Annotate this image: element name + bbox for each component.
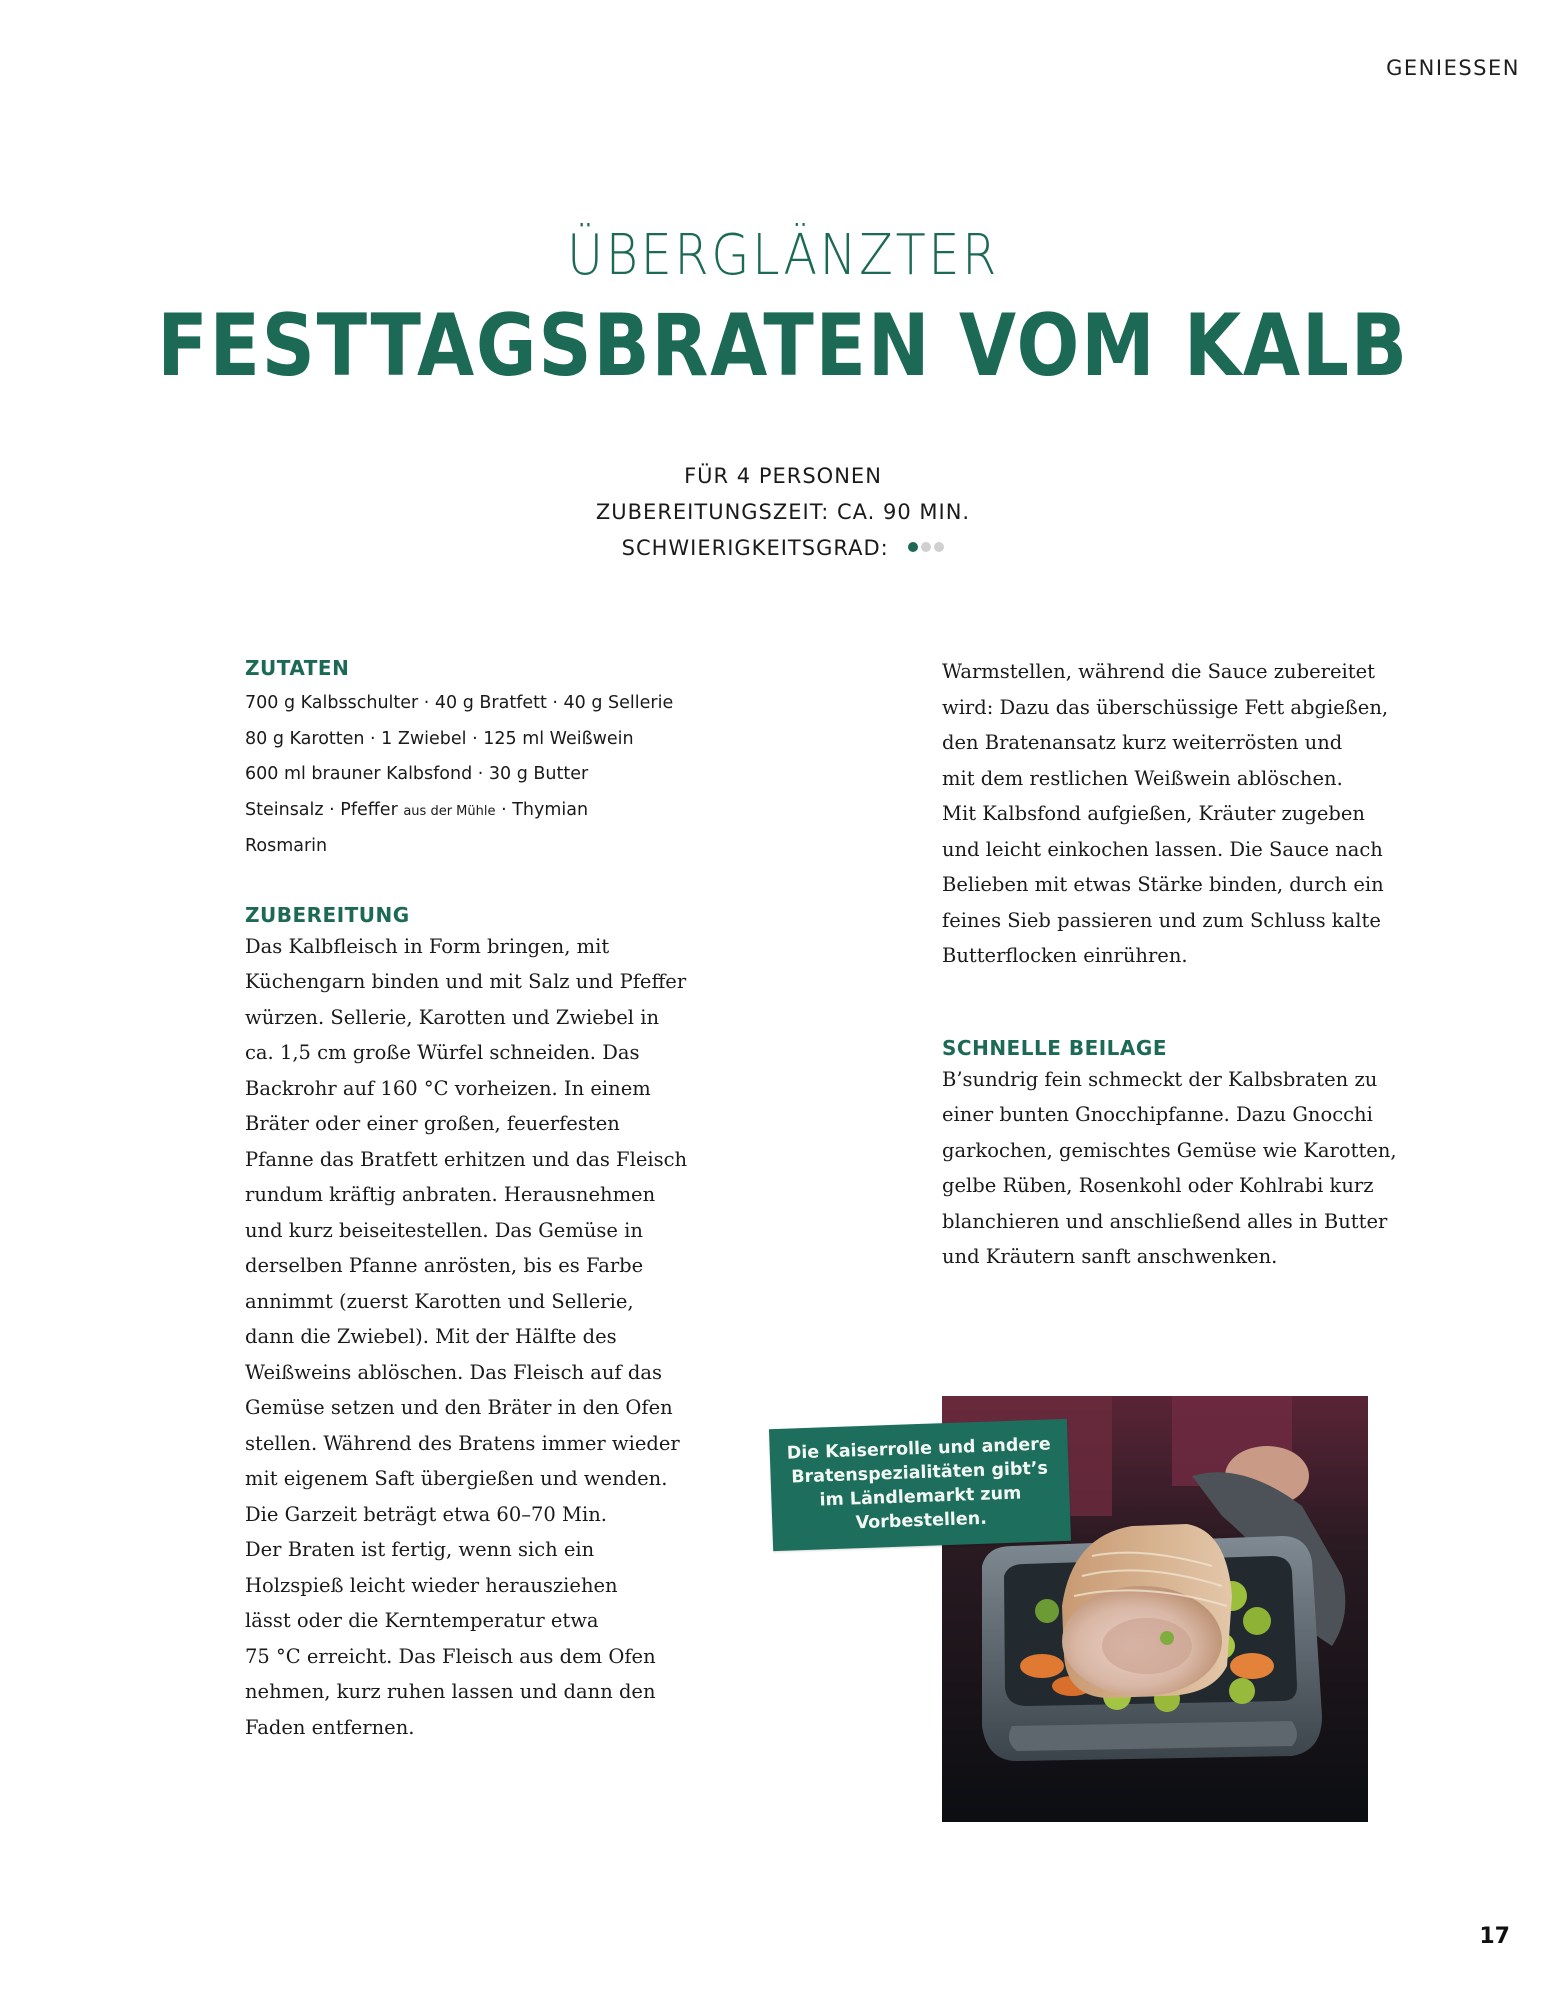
preorder-callout bbox=[769, 1419, 1071, 1551]
preparation-line: Mit Kalbsfond aufgießen, Kräuter zugeben bbox=[942, 802, 1365, 825]
preparation-line: Weißweins ablöschen. Das Fleisch auf das bbox=[245, 1360, 662, 1384]
difficulty-rating bbox=[908, 542, 944, 552]
prep-time: ZUBEREITUNGSZEIT: CA. 90 MIN. bbox=[595, 500, 971, 524]
callout-line: Vorbestellen. bbox=[855, 1508, 988, 1534]
preparation-line: Die Garzeit beträgt etwa 60–70 Min. bbox=[245, 1502, 607, 1526]
preparation-continued bbox=[942, 654, 1389, 974]
side-dish-line: und Kräutern sanft anschwenken. bbox=[942, 1245, 1278, 1268]
preparation-line: Faden entfernen. bbox=[245, 1715, 415, 1739]
preparation-line: mit dem restlichen Weißwein ablöschen. bbox=[942, 766, 1343, 790]
preparation-line: Der Braten ist fertig, wenn sich ein bbox=[245, 1538, 595, 1561]
preparation-line: stellen. Während des Bratens immer wieder bbox=[245, 1431, 680, 1455]
preparation-line: Warmstellen, während die Sauce zubereitet bbox=[942, 660, 1375, 683]
left-column bbox=[245, 654, 688, 1745]
ingredient-line bbox=[245, 793, 685, 830]
preparation-line: Gemüse setzen und den Bräter in den Ofen bbox=[245, 1396, 673, 1419]
side-dish-line: B’sundrig fein schmeckt der Kalbsbraten zu bbox=[942, 1067, 1378, 1091]
preparation-line: Belieben mit etwas Stärke binden, durch ein bbox=[942, 873, 1384, 896]
callout-line: Bratenspezialitäten gibt’s bbox=[790, 1458, 1049, 1488]
preparation-heading: ZUBEREITUNG bbox=[245, 902, 410, 927]
difficulty-dot-empty-icon bbox=[934, 542, 944, 552]
side-dish-line: garkochen, gemischtes Gemüse wie Karotten, bbox=[942, 1138, 1397, 1162]
callout-line: Die Kaiserrolle und andere bbox=[786, 1434, 1052, 1464]
preparation-line: rundum kräftig anbraten. Herausnehmen bbox=[245, 1183, 656, 1206]
ingredient-line: 700 g Kalbsschulter · 40 g Bratfett · 40 g Sellerie bbox=[245, 693, 674, 713]
ingredients-heading: ZUTATEN bbox=[245, 656, 350, 680]
preparation-line: Bräter oder einer großen, feuerfesten bbox=[245, 1112, 620, 1135]
preparation-line: und leicht einkochen lassen. Die Sauce nach bbox=[942, 837, 1383, 861]
preparation-line: lässt oder die Kerntemperatur etwa bbox=[245, 1609, 599, 1632]
page-number: 17 bbox=[1479, 1924, 1510, 1949]
preparation-line: wird: Dazu das überschüssige Fett abgießen, bbox=[942, 695, 1389, 719]
preparation-line: Küchengarn binden und mit Salz und Pfeffer bbox=[245, 970, 687, 993]
ingredient-text: Steinsalz · Pfeffer bbox=[245, 799, 404, 820]
ingredients-list bbox=[245, 686, 685, 865]
ingredient-line: 80 g Karotten · 1 Zwiebel · 125 ml Weißwein bbox=[245, 728, 634, 749]
ingredient-line: 600 ml brauner Kalbsfond · 30 g Butter bbox=[245, 764, 589, 784]
preparation-line: derselben Pfanne anrösten, bis es Farbe bbox=[245, 1254, 644, 1277]
preparation-line: und kurz beiseitestellen. Das Gemüse in bbox=[245, 1218, 643, 1242]
preparation-line: Das Kalbfleisch in Form bringen, mit bbox=[245, 934, 610, 958]
ingredient-note: aus der Mühle bbox=[403, 803, 496, 819]
side-dish-heading: SCHNELLE BEILAGE bbox=[942, 1035, 1167, 1060]
difficulty bbox=[0, 530, 1566, 566]
preparation-line: 75 °C erreicht. Das Fleisch aus dem Ofen bbox=[245, 1644, 656, 1668]
ingredient-line: Rosmarin bbox=[245, 836, 328, 856]
preparation-line: annimmt (zuerst Karotten und Sellerie, bbox=[245, 1289, 634, 1313]
callout-line: im Ländlemarkt zum bbox=[819, 1483, 1022, 1511]
preparation-line: dann die Zwiebel). Mit der Hälfte des bbox=[245, 1325, 617, 1348]
difficulty-dot-empty-icon bbox=[921, 542, 931, 552]
section-label: GENIESSEN bbox=[1386, 56, 1520, 80]
difficulty-label: SCHWIERIGKEITSGRAD: bbox=[621, 536, 889, 560]
servings: FÜR 4 PERSONEN bbox=[684, 464, 882, 488]
side-dish-line: blanchieren und anschließend alles in Butter bbox=[942, 1209, 1388, 1233]
side-dish-text bbox=[942, 1062, 1397, 1275]
side-dish-line: einer bunten Gnocchipfanne. Dazu Gnocchi bbox=[942, 1103, 1373, 1126]
right-column bbox=[942, 654, 1397, 1275]
preparation-line: Butterflocken einrühren. bbox=[942, 944, 1188, 967]
side-dish-line: gelbe Rüben, Rosenkohl oder Kohlrabi kurz bbox=[942, 1174, 1374, 1197]
preparation-line: mit eigenem Saft übergießen und wenden. bbox=[245, 1467, 668, 1490]
ingredient-text: · Thymian bbox=[495, 799, 589, 820]
recipe-subtitle: ÜBERGLÄNZTER bbox=[567, 223, 999, 288]
preparation-line: ca. 1,5 cm große Würfel schneiden. Das bbox=[245, 1041, 640, 1064]
preparation-line: Backrohr auf 160 °C vorheizen. In einem bbox=[245, 1076, 651, 1100]
preparation-line: würzen. Sellerie, Karotten und Zwiebel in bbox=[245, 1005, 660, 1029]
preparation-line: feines Sieb passieren und zum Schluss kalte bbox=[942, 908, 1381, 932]
recipe-main-title: FESTTAGSBRATEN VOM KALB bbox=[157, 296, 1409, 396]
difficulty-dot-filled-icon bbox=[908, 542, 918, 552]
preparation-line: Pfanne das Bratfett erhitzen und das Fleisch bbox=[245, 1147, 688, 1171]
preparation-line: nehmen, kurz ruhen lassen und dann den bbox=[245, 1680, 656, 1703]
preparation-text bbox=[245, 929, 688, 1746]
preparation-line: den Bratenansatz kurz weiterrösten und bbox=[942, 731, 1343, 754]
preparation-line: Holzspieß leicht wieder herausziehen bbox=[245, 1573, 618, 1597]
recipe-title bbox=[0, 222, 1566, 396]
recipe-meta bbox=[0, 458, 1566, 566]
